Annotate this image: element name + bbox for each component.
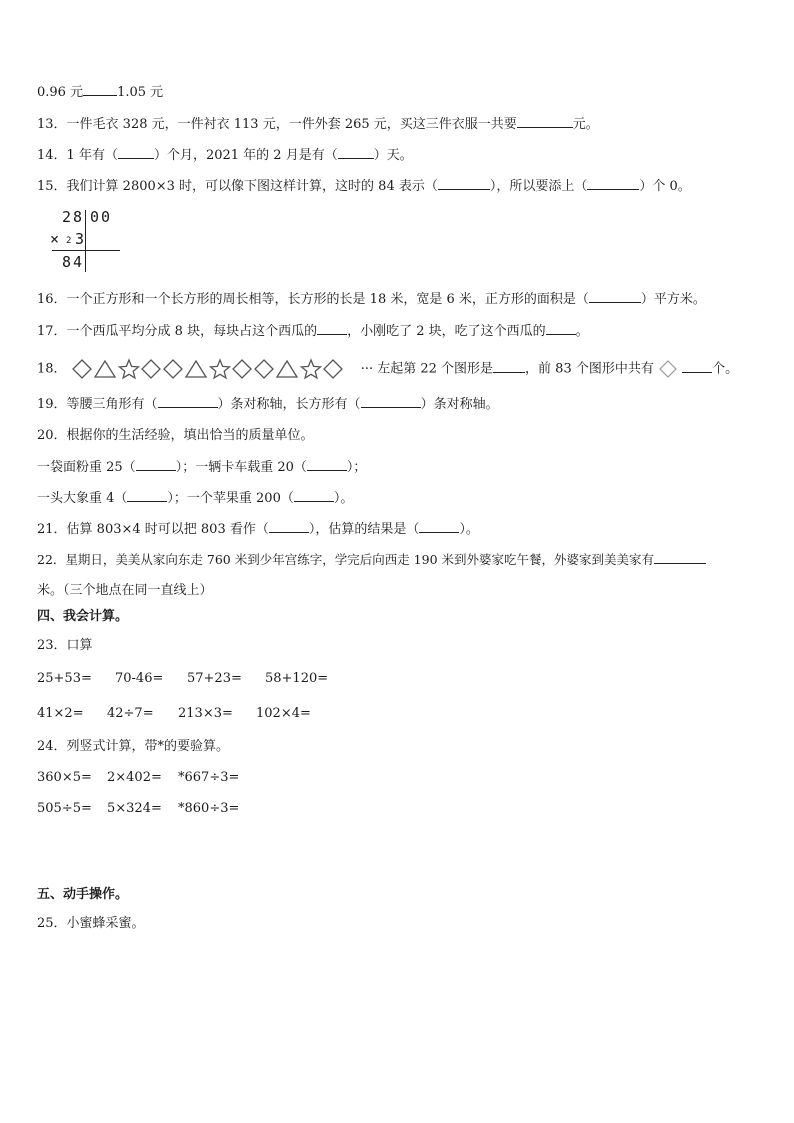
ellipsis: ··· — [360, 361, 374, 377]
answer-blank[interactable] — [83, 83, 117, 96]
column-calc-item: 360×5= — [37, 770, 92, 785]
diamond-icon — [164, 360, 182, 378]
value-right: 1.05 元 — [117, 85, 164, 100]
question-16 — [37, 290, 706, 309]
star-icon — [301, 360, 320, 378]
question-text: 21．估算 803×4 时可以把 803 看作（ — [37, 522, 269, 537]
figure-top-digits: 28 — [62, 208, 85, 226]
oral-calc-item: 70-46= — [115, 671, 164, 686]
answer-blank[interactable] — [438, 177, 490, 190]
question-22-line-1 — [37, 551, 706, 569]
answer-blank[interactable] — [158, 395, 218, 408]
question-number: 18． — [37, 361, 67, 377]
oral-calc-item: 58+120= — [265, 671, 329, 686]
question-text: ，前 83 个图形中共有 — [525, 361, 654, 377]
star-icon — [119, 360, 138, 378]
answer-blank[interactable] — [361, 395, 421, 408]
question-text: ）平方米。 — [640, 292, 706, 307]
answer-blank[interactable] — [294, 489, 334, 502]
value-left: 0.96 元 — [37, 85, 84, 100]
figure-carry-digit: 2 — [66, 236, 72, 246]
question-text: 左起第 22 个图形是 — [377, 361, 494, 377]
answer-blank[interactable] — [338, 146, 374, 159]
oral-calc-item: 102×4= — [256, 706, 311, 721]
column-calc-item: *860÷3= — [178, 801, 240, 816]
vertical-multiplication-figure — [50, 208, 130, 274]
answer-blank[interactable] — [317, 322, 347, 335]
question-text: 。 — [575, 324, 589, 339]
question-text: 13．一件毛衣 328 元，一件衬衣 113 元，一件外套 265 元，买这三件衣服一共要 — [37, 117, 517, 132]
diamond-icon — [658, 359, 678, 379]
question-25: 25．小蜜蜂采蜜。 — [37, 916, 145, 931]
question-text: ）天。 — [373, 148, 413, 163]
figure-rule-line — [52, 250, 120, 251]
question-suffix: 元。 — [572, 117, 599, 132]
question-text: ）；一个苹果重 200（ — [167, 491, 294, 506]
question-19 — [37, 395, 499, 414]
diamond-icon — [233, 360, 251, 378]
question-21 — [37, 520, 479, 539]
oral-calc-item: 41×2= — [37, 706, 84, 721]
diamond-icon — [255, 360, 273, 378]
question-text: 22．星期日，美美从家向东走 760 米到少年宫练字，学完后向西走 190 米到外婆家吃午餐，外婆家到美美家有 — [37, 552, 655, 567]
figure-times-sign: × — [50, 230, 60, 248]
answer-blank[interactable] — [589, 290, 641, 303]
answer-blank[interactable] — [269, 520, 309, 533]
question-text: 14．1 年有（ — [37, 148, 118, 163]
section-4-heading: 四、我会计算。 — [37, 609, 129, 624]
question-15 — [37, 177, 691, 196]
oral-calc-item: 213×3= — [178, 706, 233, 721]
figure-top-zeros: 00 — [90, 208, 113, 226]
answer-blank[interactable] — [587, 177, 639, 190]
answer-blank[interactable] — [136, 458, 176, 471]
answer-blank[interactable] — [517, 115, 573, 128]
oral-calc-item: 57+23= — [187, 671, 242, 686]
question-23-title: 23．口算 — [37, 638, 93, 653]
diamond-icon — [142, 360, 160, 378]
answer-blank[interactable] — [493, 360, 525, 373]
question-text: ，小刚吃了 2 块，吃了这个西瓜的 — [347, 324, 546, 339]
answer-blank[interactable] — [546, 322, 576, 335]
question-13 — [37, 115, 599, 134]
answer-blank[interactable] — [682, 360, 712, 373]
question-text: ），所以要添上（ — [489, 179, 588, 194]
question-text: ）条对称轴。 — [420, 397, 499, 412]
question-text: ）。 — [333, 491, 354, 506]
diamond-icon — [73, 360, 91, 378]
answer-blank[interactable] — [118, 146, 154, 159]
question-text: 一袋面粉重 25（ — [37, 460, 136, 475]
oral-calc-item: 25+53= — [37, 671, 92, 686]
question-22-line-2: 米。（三个地点在同一直线上） — [37, 583, 213, 598]
answer-blank[interactable] — [127, 489, 167, 502]
answer-blank[interactable] — [419, 520, 459, 533]
question-text: ）个月，2021 年的 2 月是有（ — [153, 148, 338, 163]
section-5-heading: 五、动手操作。 — [37, 887, 129, 902]
figure-multiplier: 3 — [75, 230, 85, 248]
column-calc-item: 505÷5= — [37, 801, 92, 816]
column-calc-item: *667÷3= — [178, 770, 240, 785]
diamond-icon — [324, 360, 342, 378]
question-17 — [37, 322, 589, 341]
question-20-title: 20．根据你的生活经验，填出恰当的质量单位。 — [37, 428, 314, 443]
question-text: 一头大象重 4（ — [37, 491, 128, 506]
question-20-line-1 — [37, 458, 366, 477]
oral-calc-item: 42÷7= — [107, 706, 154, 721]
question-18 — [37, 358, 738, 381]
question-text: 16．一个正方形和一个长方形的周长相等，长方形的长是 18 米，宽是 6 米，正方形的面积是（ — [37, 292, 589, 307]
question-text: ）个 0。 — [639, 179, 691, 194]
question-text: ）；一辆卡车载重 20（ — [175, 460, 307, 475]
figure-result: 84 — [62, 253, 85, 271]
question-24-title: 24．列竖式计算，带*的要验算。 — [37, 739, 230, 754]
triangle-icon — [95, 361, 115, 377]
question-text: ）； — [346, 460, 367, 475]
question-text: ）条对称轴，长方形有（ — [217, 397, 361, 412]
question-text: 个。 — [712, 361, 739, 377]
question-text: 17．一个西瓜平均分成 8 块，每块占这个西瓜的 — [37, 324, 318, 339]
question-12-tail — [37, 83, 163, 102]
triangle-icon — [277, 361, 297, 377]
figure-divider-line — [85, 210, 86, 272]
triangle-icon — [186, 361, 206, 377]
question-20-line-2 — [37, 489, 353, 508]
answer-blank[interactable] — [654, 551, 706, 564]
question-text: 15．我们计算 2800×3 时，可以像下图这样计算，这时的 84 表示（ — [37, 179, 438, 194]
star-icon — [210, 360, 229, 378]
question-text: ），估算的结果是（ — [308, 522, 420, 537]
shape-sequence — [71, 358, 361, 380]
column-calc-item: 2×402= — [107, 770, 162, 785]
column-calc-item: 5×324= — [107, 801, 162, 816]
question-text: ）。 — [459, 522, 479, 537]
answer-blank[interactable] — [307, 458, 347, 471]
question-14 — [37, 146, 413, 165]
question-text: 19．等腰三角形有（ — [37, 397, 158, 412]
